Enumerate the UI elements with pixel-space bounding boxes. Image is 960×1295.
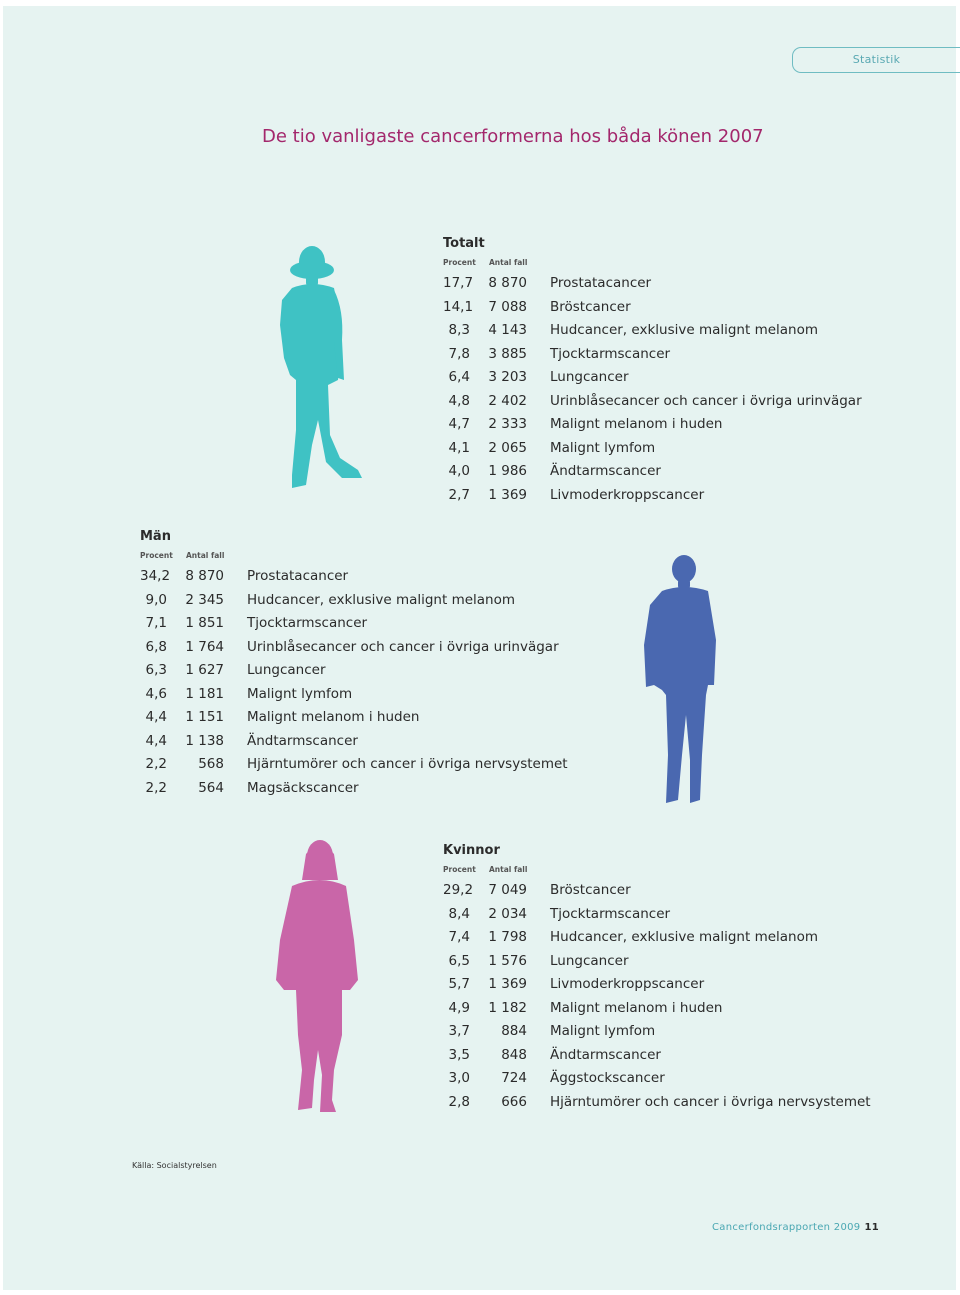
cell-count: 666 xyxy=(501,1093,527,1110)
kvinnor-silhouette xyxy=(276,840,358,1112)
cell-count: 1 369 xyxy=(488,976,527,992)
page-footer xyxy=(712,1222,879,1233)
man-heading: Män xyxy=(140,529,171,544)
cell-count: 884 xyxy=(501,1023,527,1039)
cell-percent: 2,2 xyxy=(145,756,167,772)
cell-count: 724 xyxy=(501,1070,527,1086)
cell-percent: 9,0 xyxy=(145,591,167,608)
table-row xyxy=(443,903,893,927)
cell-cancer-type: Hjärntumörer och cancer i övriga nervsystemet xyxy=(247,756,568,772)
cell-percent: 34,2 xyxy=(140,568,171,584)
cell-count: 1 764 xyxy=(185,638,224,655)
cell-count: 8 870 xyxy=(185,568,224,584)
cell-count: 2 065 xyxy=(488,439,527,456)
cell-count: 568 xyxy=(198,756,224,772)
cell-percent: 8,4 xyxy=(448,905,470,922)
cell-cancer-type: Malignt lymfom xyxy=(550,439,656,456)
table-row xyxy=(140,612,580,636)
cell-count: 1 181 xyxy=(185,685,224,702)
table-row xyxy=(140,730,580,754)
cell-percent: 3,5 xyxy=(448,1046,470,1063)
table-row xyxy=(443,1044,893,1068)
cell-cancer-type: Bröstcancer xyxy=(550,298,631,315)
cell-percent: 6,4 xyxy=(448,369,470,385)
cell-cancer-type: Lungcancer xyxy=(550,369,629,385)
table-row xyxy=(140,753,580,777)
table-row xyxy=(443,1067,893,1091)
cell-percent: 14,1 xyxy=(443,298,474,315)
cell-percent: 7,4 xyxy=(448,929,470,945)
cell-count: 8 870 xyxy=(488,275,527,291)
cell-count: 1 151 xyxy=(185,709,224,725)
totalt-heading: Totalt xyxy=(443,236,485,251)
cell-cancer-type: Ändtarmscancer xyxy=(247,732,358,749)
cell-percent: 2,2 xyxy=(145,779,167,796)
table-row xyxy=(443,950,893,974)
table-row xyxy=(140,589,580,613)
cell-cancer-type: Lungcancer xyxy=(247,662,326,678)
cell-cancer-type: Ändtarmscancer xyxy=(550,463,661,479)
table-row xyxy=(443,390,883,414)
cell-count: 1 138 xyxy=(185,732,224,749)
table-row xyxy=(140,683,580,707)
table-row xyxy=(140,777,580,801)
cell-count: 3 203 xyxy=(488,369,527,385)
column-header-count: Antal fall xyxy=(186,551,225,560)
totalt-table xyxy=(443,234,883,507)
cell-cancer-type: Tjocktarmscancer xyxy=(550,905,671,922)
cell-count: 7 049 xyxy=(488,882,527,898)
cell-cancer-type: Tjocktarmscancer xyxy=(550,345,671,362)
cell-count: 2 345 xyxy=(185,591,224,608)
cell-percent: 6,3 xyxy=(145,662,167,678)
cell-count: 1 182 xyxy=(488,999,527,1016)
table-row xyxy=(140,565,580,589)
page-number: 11 xyxy=(864,1222,879,1233)
kvinnor-column-headers xyxy=(443,863,893,879)
table-row xyxy=(443,413,883,437)
column-header-pct: Procent xyxy=(443,865,476,874)
cell-count: 3 885 xyxy=(488,345,527,362)
cell-count: 1 576 xyxy=(488,952,527,969)
cell-count: 1 986 xyxy=(488,463,527,479)
column-header-count: Antal fall xyxy=(489,865,528,874)
cell-cancer-type: Hudcancer, exklusive malignt melanom xyxy=(550,322,819,338)
table-row xyxy=(443,997,893,1021)
cell-percent: 2,7 xyxy=(448,486,470,503)
kvinnor-person-figure xyxy=(262,830,382,1130)
table-row xyxy=(443,319,883,343)
totalt-rows xyxy=(443,272,883,507)
cell-cancer-type: Äggstockscancer xyxy=(550,1070,665,1086)
cell-count: 1 798 xyxy=(488,929,527,945)
cell-percent: 3,0 xyxy=(448,1070,470,1086)
column-header-count: Antal fall xyxy=(489,258,528,267)
totalt-person-figure xyxy=(262,230,377,492)
cell-count: 4 143 xyxy=(488,322,527,338)
table-row xyxy=(443,343,883,367)
kvinnor-rows xyxy=(443,879,893,1114)
cell-percent: 6,8 xyxy=(145,638,167,655)
table-row xyxy=(443,366,883,390)
table-row xyxy=(443,1091,893,1115)
column-header-pct: Procent xyxy=(443,258,476,267)
cell-percent: 4,9 xyxy=(448,999,470,1016)
cell-percent: 4,8 xyxy=(448,392,470,409)
cell-cancer-type: Malignt lymfom xyxy=(247,685,353,702)
table-row xyxy=(443,484,883,508)
table-row xyxy=(443,460,883,484)
man-table xyxy=(140,527,580,800)
cell-cancer-type: Malignt melanom i huden xyxy=(550,999,723,1016)
table-row xyxy=(140,636,580,660)
cell-cancer-type: Malignt melanom i huden xyxy=(247,709,420,725)
cell-cancer-type: Urinblåsecancer och cancer i övriga urinvägar xyxy=(247,638,559,655)
page-title: De tio vanligaste cancerformerna hos båda könen 2007 xyxy=(262,126,764,147)
cell-cancer-type: Hudcancer, exklusive malignt melanom xyxy=(247,591,516,608)
cell-percent: 29,2 xyxy=(443,882,474,898)
cell-percent: 5,7 xyxy=(448,976,470,992)
cell-cancer-type: Malignt melanom i huden xyxy=(550,416,723,432)
table-row xyxy=(443,973,893,997)
cell-cancer-type: Hudcancer, exklusive malignt melanom xyxy=(550,929,819,945)
cell-cancer-type: Bröstcancer xyxy=(550,882,631,898)
cell-cancer-type: Prostatacancer xyxy=(550,275,652,291)
source-note: Källa: Socialstyrelsen xyxy=(132,1161,217,1170)
cell-count: 1 369 xyxy=(488,486,527,503)
cell-percent: 4,7 xyxy=(448,416,470,432)
cell-cancer-type: Prostatacancer xyxy=(247,568,349,584)
man-rows xyxy=(140,565,580,800)
table-row xyxy=(443,296,883,320)
cell-cancer-type: Ändtarmscancer xyxy=(550,1046,661,1063)
column-header-pct: Procent xyxy=(140,551,173,560)
cell-count: 2 034 xyxy=(488,905,527,922)
cell-percent: 7,8 xyxy=(448,345,470,362)
cell-cancer-type: Magsäckscancer xyxy=(247,779,359,796)
man-silhouette xyxy=(644,555,716,803)
cell-count: 7 088 xyxy=(488,298,527,315)
table-row xyxy=(443,272,883,296)
totalt-column-headers xyxy=(443,256,883,272)
cell-percent: 3,7 xyxy=(448,1023,470,1039)
cell-percent: 2,8 xyxy=(448,1093,470,1110)
cell-count: 2 333 xyxy=(488,416,527,432)
table-row xyxy=(443,1020,893,1044)
cell-count: 2 402 xyxy=(488,392,527,409)
cell-percent: 17,7 xyxy=(443,275,474,291)
cell-percent: 4,1 xyxy=(448,439,470,456)
cell-cancer-type: Tjocktarmscancer xyxy=(247,615,368,631)
kvinnor-heading: Kvinnor xyxy=(443,843,500,858)
cell-percent: 4,4 xyxy=(145,709,167,725)
cell-cancer-type: Lungcancer xyxy=(550,952,629,969)
cell-cancer-type: Livmoderkroppscancer xyxy=(550,976,705,992)
cell-percent: 4,6 xyxy=(145,685,167,702)
table-row xyxy=(443,879,893,903)
cell-cancer-type: Livmoderkroppscancer xyxy=(550,486,705,503)
table-row xyxy=(443,437,883,461)
cell-percent: 6,5 xyxy=(448,952,470,969)
publication-name: Cancerfondsrapporten 2009 xyxy=(712,1222,861,1233)
cell-percent: 4,4 xyxy=(145,732,167,749)
cell-count: 848 xyxy=(501,1046,527,1063)
table-row xyxy=(140,659,580,683)
man-column-headers xyxy=(140,549,580,565)
cell-cancer-type: Urinblåsecancer och cancer i övriga urinvägar xyxy=(550,392,862,409)
kvinnor-table xyxy=(443,841,893,1114)
cell-cancer-type: Hjärntumörer och cancer i övriga nervsystemet xyxy=(550,1093,871,1110)
cell-count: 1 851 xyxy=(185,615,224,631)
cell-cancer-type: Malignt lymfom xyxy=(550,1023,656,1039)
totalt-silhouette xyxy=(280,246,362,488)
cell-count: 564 xyxy=(198,779,224,796)
table-row xyxy=(443,926,893,950)
section-tab: Statistik xyxy=(792,47,960,73)
cell-percent: 7,1 xyxy=(145,615,167,631)
cell-percent: 8,3 xyxy=(448,322,470,338)
cell-count: 1 627 xyxy=(185,662,224,678)
man-person-figure xyxy=(636,545,726,810)
cell-percent: 4,0 xyxy=(448,463,470,479)
table-row xyxy=(140,706,580,730)
